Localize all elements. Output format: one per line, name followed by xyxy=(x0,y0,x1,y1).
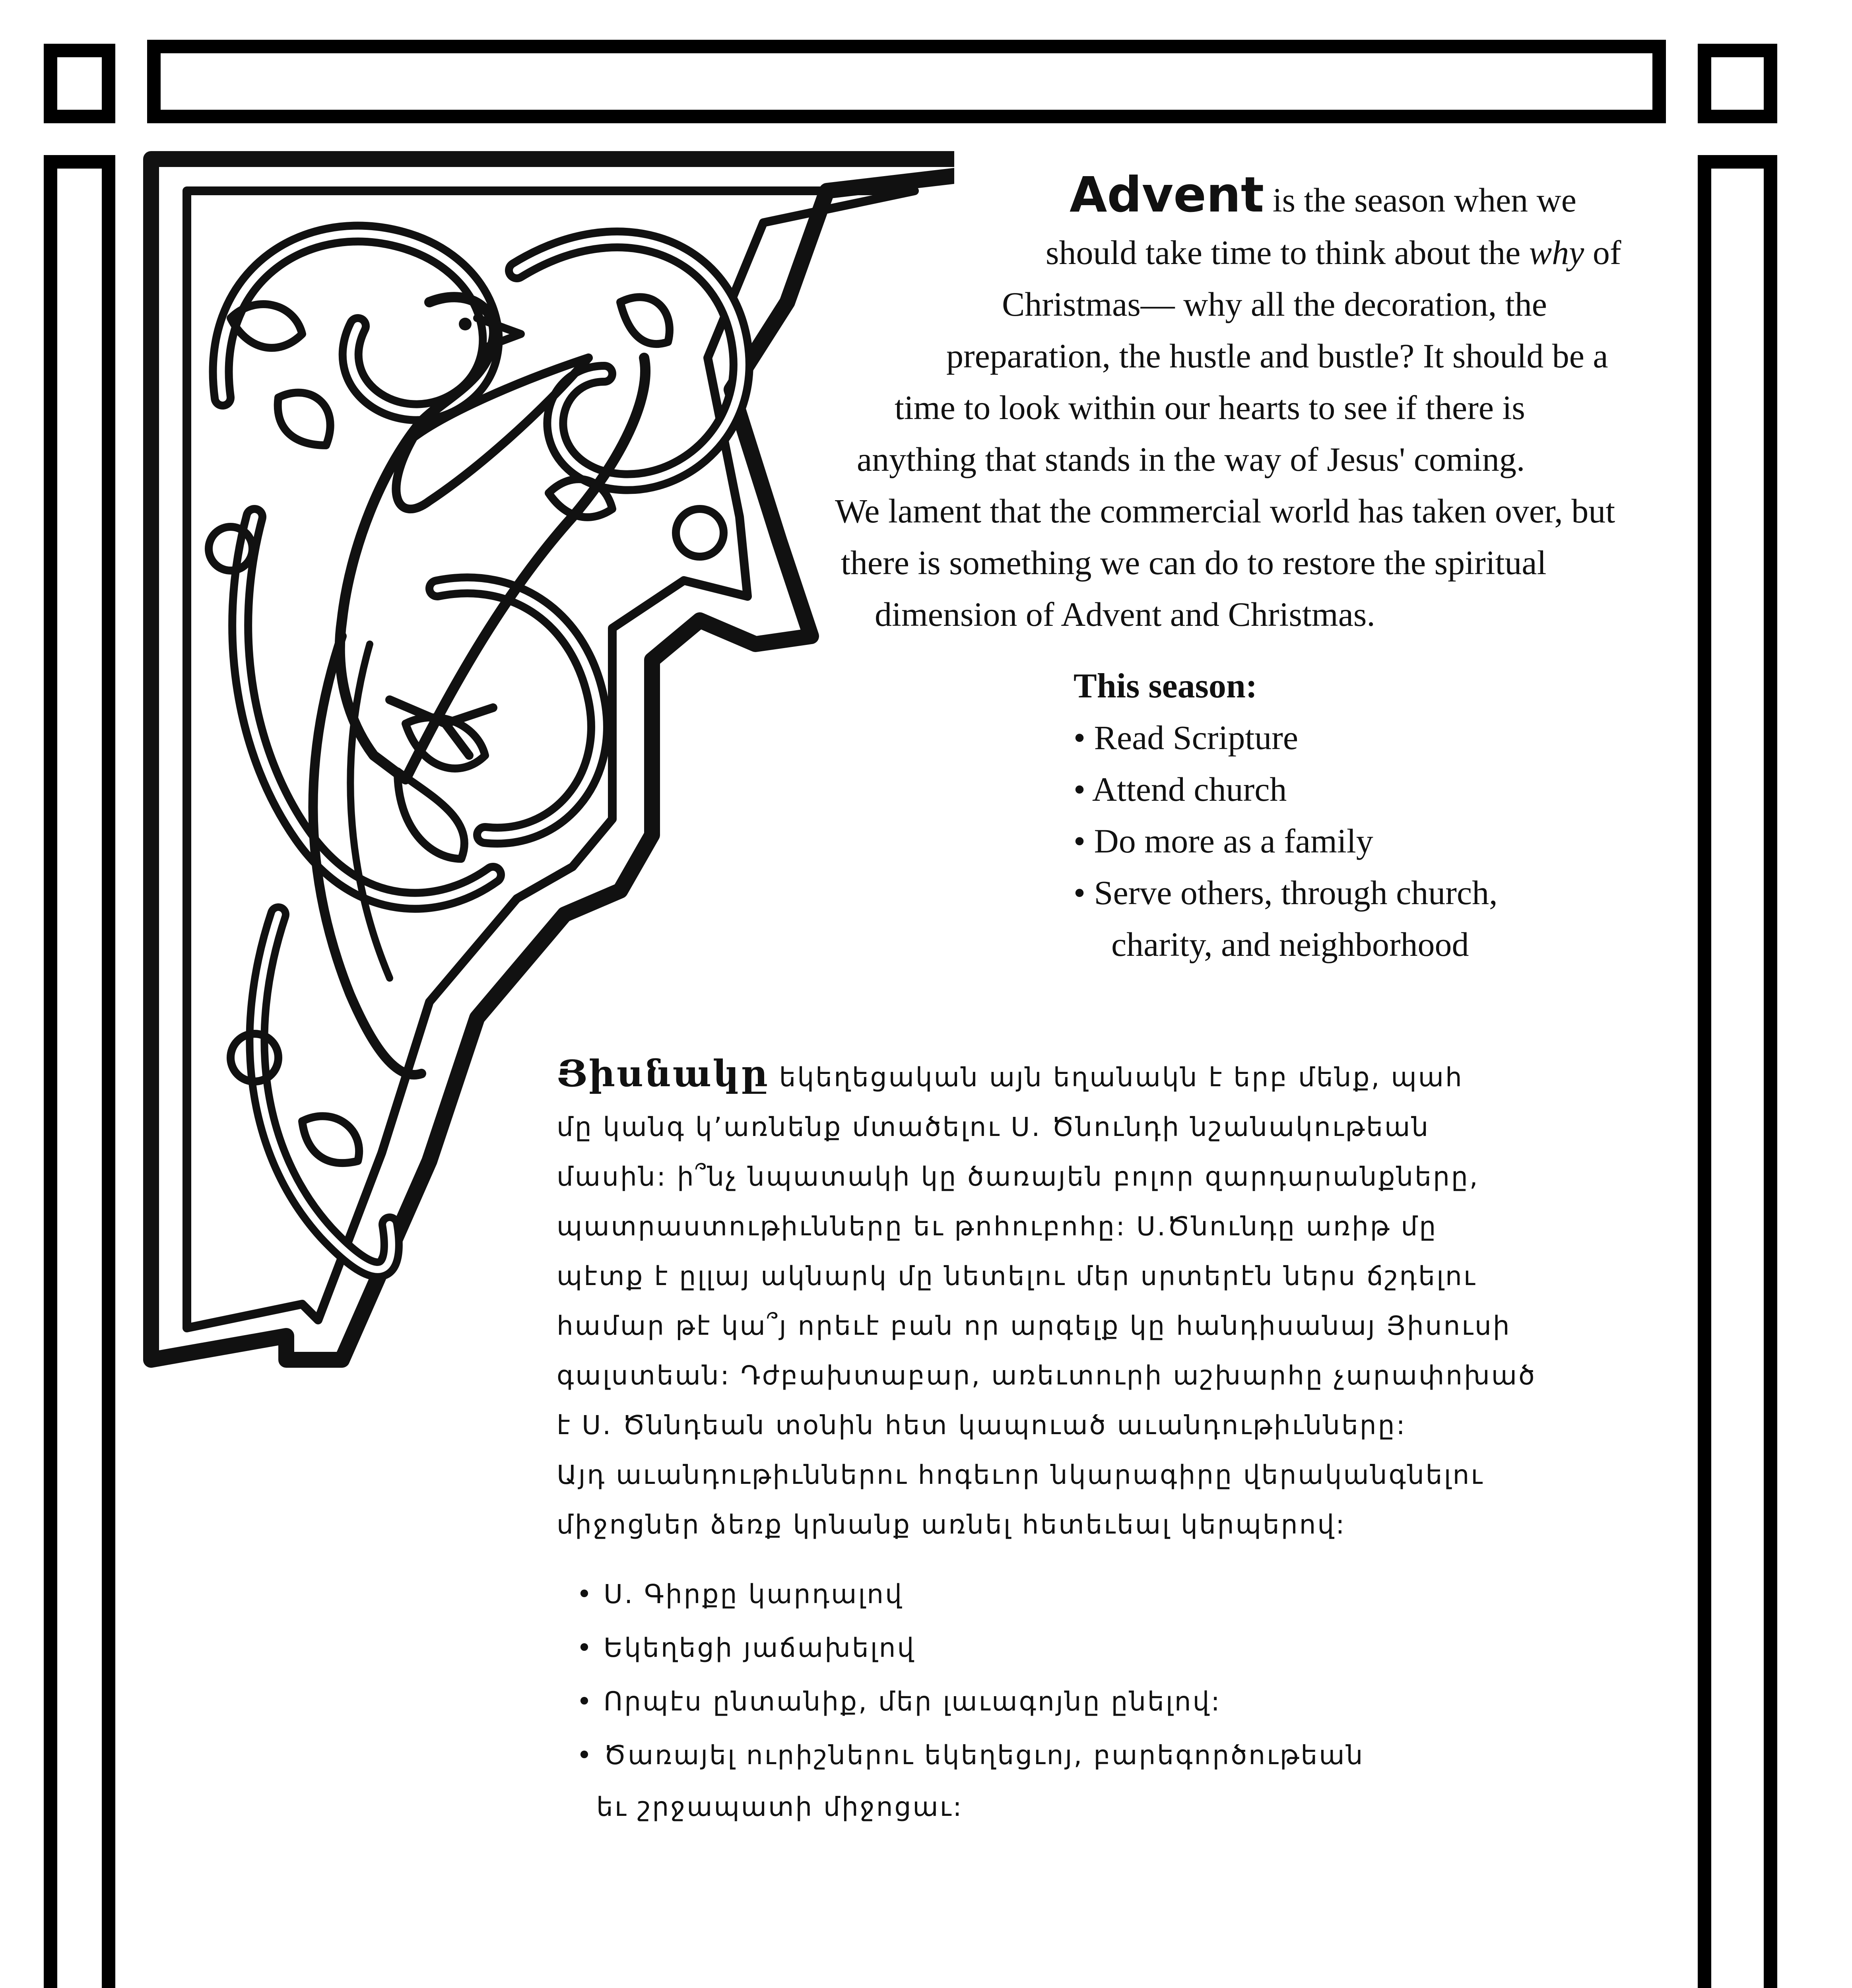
armenian-line-3: մասին: ի՞նչ նպատակի կը ծառայեն բոլոր զարդարանքները, xyxy=(557,1161,1479,1192)
armenian-bullet-4: • Ծառայել ուրիշներու եկեղեցւոյ, բարեգործութեան xyxy=(577,1740,1365,1771)
armenian-bullet-4-continued: եւ շրջապատի միջոցաւ: xyxy=(596,1792,963,1822)
why-emphasis: why xyxy=(1529,233,1584,272)
armenian-line-8: է Ս. Ծննդեան տօնին հետ կապուած աւանդութիւնները: xyxy=(557,1410,1407,1441)
border-right-bar xyxy=(1698,155,1777,1988)
english-bullet-4: • Serve others, through church, xyxy=(1074,874,1498,912)
english-line-1-text: is the season when we xyxy=(1264,181,1576,219)
english-line-8: there is something we can do to restore the spiritual xyxy=(841,544,1547,582)
english-line-7: We lament that the commercial world has taken over, but xyxy=(835,492,1615,530)
english-line-5: time to look within our hearts to see if there is xyxy=(895,388,1525,427)
armenian-line-10: միջոցներ ձեռք կրնանք առնել հետեւեալ կերպերով: xyxy=(557,1509,1346,1540)
advent-lead-word: Advent xyxy=(1070,167,1264,223)
armenian-line-1-text: եկեղեցական այն եղանակն է երբ մենք, պահ xyxy=(769,1062,1464,1093)
armenian-line-1 xyxy=(557,1052,1464,1099)
english-line-9: dimension of Advent and Christmas. xyxy=(875,595,1375,633)
border-corner-top-right xyxy=(1698,44,1777,123)
english-bullet-2: • Attend church xyxy=(1074,770,1287,808)
english-line-4: preparation, the hustle and bustle? It should be a xyxy=(946,337,1608,375)
english-line-1 xyxy=(1070,167,1576,223)
armenian-line-7: գալստեան: Դժբախտաբար, առեւտուրի աշխարհը չարափոխած xyxy=(557,1360,1537,1391)
armenian-bullet-1: • Ս. Գիրքը կարդալով xyxy=(577,1579,903,1609)
english-bullet-1: • Read Scripture xyxy=(1074,718,1299,757)
english-bullet-4-continued: charity, and neighborhood xyxy=(1111,925,1469,963)
english-line-2-text: should take time to think about the xyxy=(1046,233,1529,272)
armenian-line-4: պատրաստութիւնները եւ թոհուբոհը: Ս.Ծնունդը առիթ մը xyxy=(557,1211,1438,1242)
armenian-lead-word: Յիսնակը xyxy=(557,1052,769,1095)
english-line-3: Christmas— why all the decoration, the xyxy=(1002,285,1547,323)
armenian-line-2: մը կանգ կ՚առնենք մտածելու Ս. Ծնունդի նշանակութեան xyxy=(557,1112,1430,1142)
english-line-6: anything that stands in the way of Jesus' coming. xyxy=(857,440,1525,478)
armenian-line-6: համար թէ կա՞յ որեւէ բան որ արգելք կը հանդիսանայ Յիսուսի xyxy=(557,1310,1511,1341)
armenian-line-5: պէտք է ըլլայ ակնարկ մը նետելու մեր սրտերէն ներս ճշդելու xyxy=(557,1261,1477,1291)
armenian-line-9: Այդ աւանդութիւններու հոգեւոր նկարագիրը վերականգնելու xyxy=(557,1460,1484,1490)
english-line-2 xyxy=(1046,233,1621,272)
armenian-bullet-2: • Եկեղեցի յաճախելով xyxy=(577,1633,916,1663)
english-bullet-3: • Do more as a family xyxy=(1074,822,1373,860)
armenian-bullet-3: • Որպէս ընտանիք, մեր լաւագոյնը ընելով: xyxy=(577,1686,1221,1717)
season-heading: This season: xyxy=(1074,667,1258,705)
english-line-2-tail: of xyxy=(1584,233,1621,272)
